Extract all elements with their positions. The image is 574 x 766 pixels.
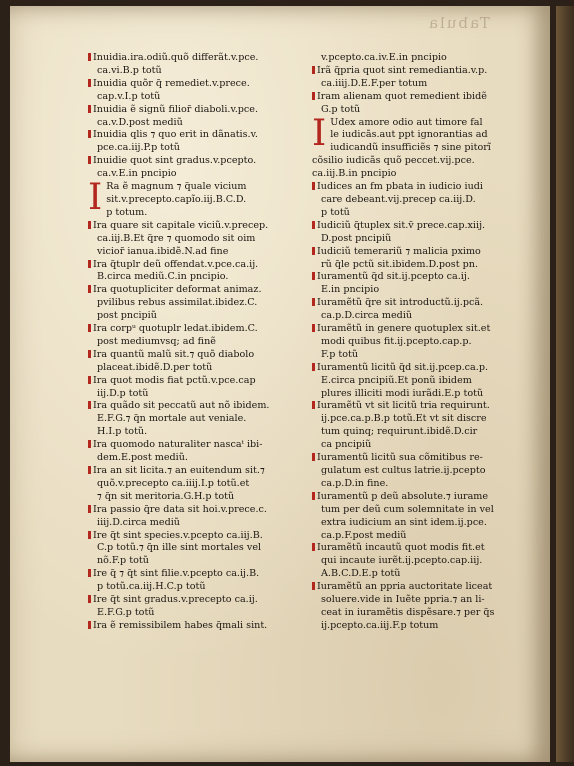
- index-entry: Iuramentũ q̃d sit.ij.pcepto ca.ij.: [312, 271, 536, 284]
- entry-continuation: gulatum est cultus latrie.ij.pcepto: [321, 465, 486, 476]
- entry-continuation: care debeant.vij.precep ca.iij.D.: [321, 193, 476, 205]
- entry-continuation: C.p totũ.⁊ q̃n ille sint mortales vel: [97, 542, 262, 554]
- entry-continuation: ca.p.F.post mediũ: [321, 529, 407, 541]
- decorated-initial: I: [88, 181, 103, 219]
- text-line: p totum.: [106, 206, 148, 218]
- index-entry: Irã q̃pria quot sint remediantia.v.p.: [312, 65, 536, 78]
- text-line: ca.iij.B.in pncipio: [312, 168, 397, 180]
- entry-continuation: nõ.F.p totũ: [97, 555, 149, 567]
- entry-continuation: modi quibus fit.ij.pcepto.cap.p.: [321, 335, 472, 347]
- index-entry: Ire q̃ ⁊ q̃t sint filie.v.pcepto ca.ij.B.: [88, 568, 302, 581]
- index-entry: Ira quãdo sit peccatũ aut nõ ibidem.: [88, 400, 302, 413]
- index-entry: Ire q̃t sint gradus.v.precepto ca.ij.: [88, 594, 302, 607]
- entry-continuation: vicior̃ ianua.ibidẽ.N.ad fine: [97, 245, 229, 257]
- index-entry: Iudiciũ temerariũ ⁊ malicia pximo: [312, 246, 536, 259]
- entry-continuation: ca.p.D.in fine.: [321, 477, 389, 489]
- entry-continuation: ceat in iuramẽtis dispẽsare.⁊ per q̃s: [321, 606, 495, 618]
- entry-continuation: H.I.p totũ.: [97, 426, 148, 438]
- entry-continuation: ca pncipiũ: [321, 439, 372, 451]
- entry-continuation: p totũ.ca.iij.H.C.p totũ: [97, 581, 206, 593]
- entry-continuation: E.F.G.p totũ: [97, 606, 155, 618]
- entry-continuation: ca.iiij.D.E.F.per totum: [321, 77, 428, 89]
- entry-continuation: F.p totũ: [321, 348, 359, 360]
- initial-entry: [312, 117, 536, 182]
- index-entry: Iuramentũ licitũ sua cõmitibus re-: [312, 452, 536, 465]
- index-entry: Ira quantũ malũ sit.⁊ quõ diabolo: [88, 349, 302, 362]
- entry-continuation: ca.p.D.circa mediũ: [321, 310, 413, 322]
- entry-continuation: rũ q̃le pctũ sit.ibidem.D.post pn.: [321, 258, 479, 270]
- text-line: cõsilio iudicãs quõ peccet.vij.pce.: [312, 155, 475, 167]
- index-entry: Ira ẽ remissibilem habes q̃mali sint.: [88, 620, 302, 633]
- entry-continuation: E.circa pncipiũ.Et ponũ ibidem: [321, 374, 472, 386]
- index-entry: Ira an sit licita.⁊ an euitendum sit.⁊: [88, 465, 302, 478]
- entry-continuation: v.pcepto.ca.iv.E.in pncipio: [321, 52, 447, 63]
- text-line: le iudicãs.aut ppt ignorantias ad: [330, 129, 488, 141]
- book-spine: [556, 6, 574, 762]
- right-column: [312, 52, 536, 633]
- text-line: Ra ẽ magnum ⁊ q̃uale vicium: [106, 181, 247, 193]
- entry-continuation: plures illiciti modi iurãdi.E.p totũ: [321, 387, 484, 399]
- text-line: iudicandũ insufficiẽs ⁊ sine pitorĩ: [330, 142, 491, 154]
- index-entry: Inuidie quot sint gradus.v.pcepto.: [88, 155, 302, 168]
- entry-continuation: E.F.G.⁊ q̃n mortale aut veniale.: [97, 413, 247, 425]
- index-entry: Iuramẽtũ vt sit licitũ tria requirunt.: [312, 400, 536, 413]
- index-entry: Iudices an fm pbata in iudicio iudi: [312, 181, 536, 194]
- entry-continuation: tum per deũ cum solemnitate in vel: [321, 503, 494, 515]
- show-through-heading: Tabula: [427, 14, 490, 32]
- index-entry: Ira passio q̃re data sit hoi.v.prece.c.: [88, 504, 302, 517]
- entry-continuation: quõ.v.precepto ca.iiij.I.p totũ.et: [97, 477, 250, 489]
- entry-continuation: ⁊ q̃n sit meritoria.G.H.p totũ: [97, 490, 235, 502]
- entry-continuation: D.post pncipiũ: [321, 232, 392, 244]
- entry-continuation: post pncipiũ: [97, 310, 157, 322]
- entry-continuation: tum quinq; requirunt.ibidẽ.D.cir: [321, 426, 478, 438]
- text-line: sit.v.precepto.capĩo.iij.B.C.D.: [106, 193, 247, 205]
- entry-continuation: G.p totũ: [321, 103, 361, 115]
- entry-continuation: dem.E.post mediũ.: [97, 452, 188, 464]
- index-entry: Iuramentũ p deũ absolute.⁊ iurame: [312, 491, 536, 504]
- index-entry: Ira corpᵘ quotuplr ledat.ibidem.C.: [88, 323, 302, 336]
- entry-continuation: ij.pcepto.ca.iij.F.p totum: [321, 619, 439, 631]
- index-entry: Iuramẽtũ an ppria auctoritate liceat: [312, 581, 536, 594]
- index-entry: Ire q̃t sint species.v.pcepto ca.iij.B.: [88, 530, 302, 543]
- index-entry: Inuidia quõr q̃ remediet.v.prece.: [88, 78, 302, 91]
- entry-continuation: ca.v.E.in pncipio: [97, 168, 177, 180]
- entry-continuation: p totũ: [321, 206, 350, 218]
- entry-continuation: post mediumvsq; ad finẽ: [97, 335, 216, 347]
- entry-continuation: ca.v.D.post mediũ: [97, 116, 183, 128]
- index-entry: Ira quomodo naturaliter nascaᵗ ibi-: [88, 439, 302, 452]
- entry-continuation: pce.ca.iij.P.p totũ: [97, 142, 180, 154]
- index-entry: Ira quot modis fiat pctũ.v.pce.cap: [88, 375, 302, 388]
- index-entry: Iram alienam quot remedient ibidẽ: [312, 91, 536, 104]
- index-entry: Ira q̃tuplr deũ offendat.v.pce.ca.ij.: [88, 259, 302, 272]
- left-column: [88, 52, 302, 633]
- index-entry: Iuramentũ licitũ q̃d sit.ij.pcep.ca.p.: [312, 362, 536, 375]
- decorated-initial: I: [312, 116, 327, 154]
- entry-continuation: qui incaute iurẽt.ij.pcepto.cap.iij.: [321, 555, 483, 567]
- entry-continuation: iij.D.p totũ: [97, 387, 149, 399]
- initial-entry: [88, 181, 302, 220]
- entry-continuation: cap.v.I.p totũ: [97, 90, 161, 102]
- entry-continuation: placeat.ibidẽ.D.per totũ: [97, 361, 213, 373]
- text-line: Udex amore odio aut timore fal: [330, 116, 483, 128]
- entry-continuation: soluere.vide in Iuẽte ppria.⁊ an li-: [321, 594, 485, 606]
- manuscript-page: [10, 6, 550, 762]
- entry-continuation: B.circa mediũ.C.in pncipio.: [97, 271, 229, 283]
- index-entry: Inuidia ẽ signũ filior̃ diaboli.v.pce.: [88, 104, 302, 117]
- index-entry: Iuramẽtũ in genere quotuplex sit.et: [312, 323, 536, 336]
- index-entry: Ira quotupliciter deformat animaz.: [88, 284, 302, 297]
- entry-continuation: E.in pncipio: [321, 284, 380, 296]
- entry-continuation: ca.iij.B.Et q̃re ⁊ quomodo sit oim: [97, 232, 256, 244]
- index-entry: Iuramẽtũ incautũ quot modis fit.et: [312, 542, 536, 555]
- entry-continuation: ca.vi.B.p totũ: [97, 64, 162, 76]
- index-entry: Inuidia.ira.odiũ.quõ differãt.v.pce.: [88, 52, 302, 65]
- index-entry: Iudiciũ q̃tuplex sit.v̄ prece.cap.xiij.: [312, 220, 536, 233]
- entry-continuation: iiij.D.circa mediũ: [97, 516, 180, 528]
- index-entry: Inuidia qlis ⁊ quo erit in dãnatis.v.: [88, 129, 302, 142]
- entry-continuation: ij.pce.ca.p.B.p totũ.Et vt sit discre: [321, 413, 487, 425]
- entry-continuation: extra iudicium an sint idem.ij.pce.: [321, 516, 487, 528]
- entry-continuation: A.B.C.D.E.p totũ: [321, 568, 401, 580]
- entry-continuation: pvilibus rebus assimilat.ibidez.C.: [97, 297, 258, 309]
- index-entry: Ira quare sit capitale viciũ.v.precep.: [88, 220, 302, 233]
- index-entry: Iuramẽtũ q̃re sit introductũ.ij.pcã.: [312, 297, 536, 310]
